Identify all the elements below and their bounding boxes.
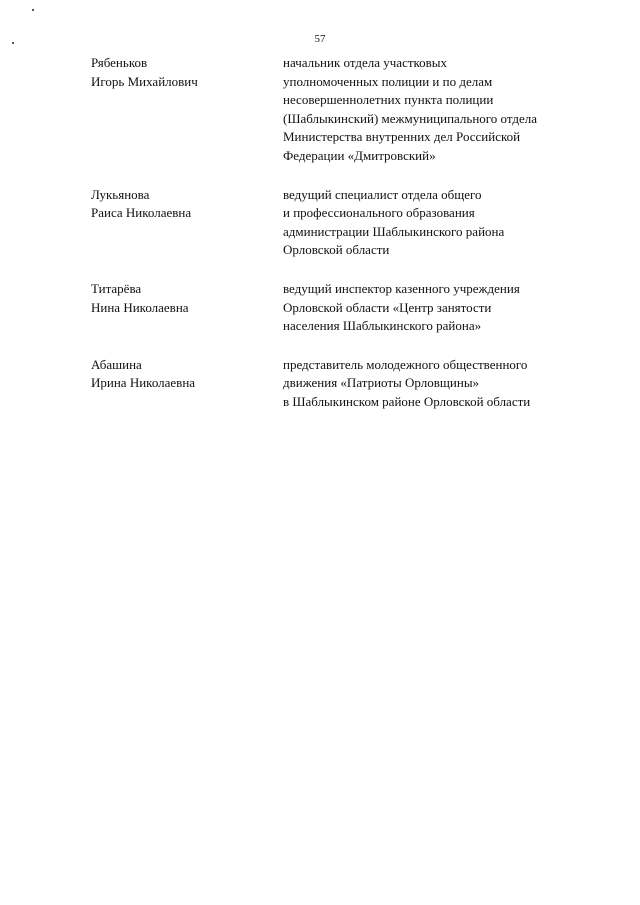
committee-member-list (91, 54, 591, 432)
position-line: ведущий инспектор казенного учреждения (283, 280, 520, 296)
surname: Рябеньков (91, 55, 148, 70)
position-line: движения «Патриоты Орловщины» (283, 375, 480, 391)
position-line: Орловской области «Центр занятости (283, 299, 492, 315)
member-name (91, 280, 283, 336)
position-line: Федерации «Дмитровский» (283, 147, 436, 163)
member-position (283, 280, 583, 336)
position-line: уполномоченных полиции и по делам (283, 73, 493, 89)
position-line: в Шаблыкинском районе Орловской области (283, 393, 531, 409)
scan-speck (12, 42, 14, 44)
page-number: 57 (314, 33, 326, 45)
position-line: населения Шаблыкинского района» (283, 318, 482, 334)
member-position (283, 356, 583, 412)
surname: Лукьянова (91, 186, 150, 202)
surname: Титарёва (91, 280, 142, 296)
given-names: Нина Николаевна (91, 299, 189, 315)
position-line: несовершеннолетних пункта полиции (283, 92, 494, 108)
member-name (91, 54, 283, 166)
given-names: Игорь Михайлович (91, 73, 198, 89)
member-name (91, 186, 283, 260)
given-names: Раиса Николаевна (91, 205, 192, 221)
surname: Абашина (91, 356, 142, 372)
member-position (283, 54, 583, 166)
position-line: и профессионального образования (283, 205, 475, 221)
position-line: начальник отдела участковых (283, 55, 448, 70)
scan-speck (32, 9, 34, 11)
member-entry (91, 186, 591, 260)
member-entry (91, 280, 591, 336)
member-entry (91, 356, 591, 412)
member-name (91, 356, 283, 412)
position-line: Министерства внутренних дел Российской (283, 129, 521, 145)
member-entry (91, 54, 591, 166)
position-line: (Шаблыкинский) межмуниципального отдела (283, 110, 538, 126)
position-line: представитель молодежного общественного (283, 356, 528, 372)
position-line: ведущий специалист отдела общего (283, 186, 482, 202)
position-line: Орловской области (283, 242, 390, 258)
position-line: администрации Шаблыкинского района (283, 223, 505, 239)
given-names: Ирина Николаевна (91, 375, 196, 391)
member-position (283, 186, 583, 260)
